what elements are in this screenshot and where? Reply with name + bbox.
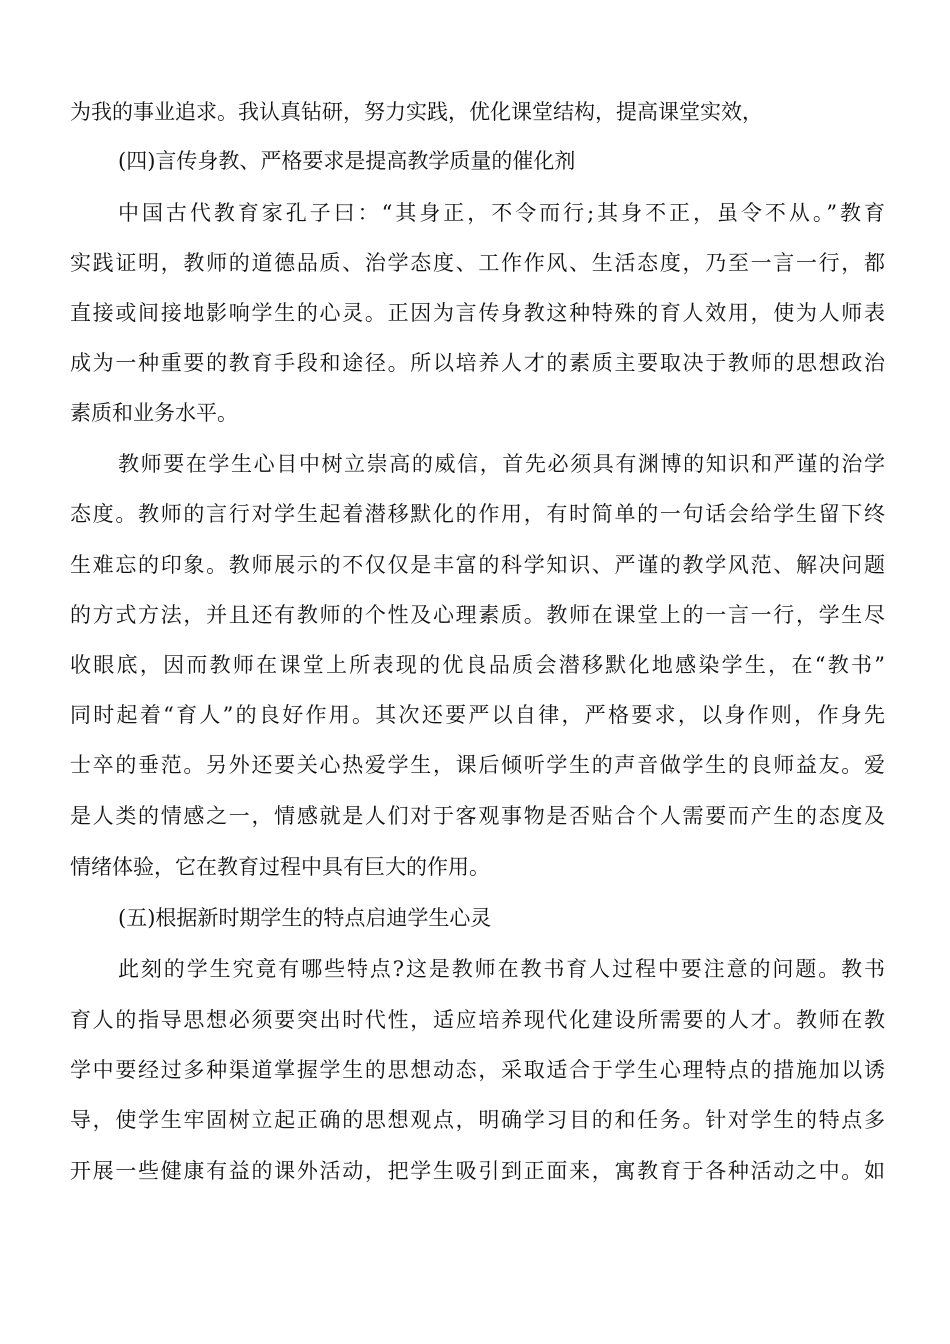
- text-line: 教师要在学生心目中树立崇高的威信，首先必须具有渊博的知识和严谨的治学: [118, 452, 885, 476]
- text-line: 开展一些健康有益的课外活动，把学生吸引到正面来，寓教育于各种活动之中。如: [70, 1159, 885, 1183]
- text-line: 中国古代教育家孔子曰：“其身正，不令而行;其身不正，虽令不从。”教育: [118, 201, 885, 225]
- section-heading: (四)言传身教、严格要求是提高教学质量的催化剂: [118, 149, 576, 173]
- text-line: 此刻的学生究竟有哪些特点?这是教师在教书育人过程中要注意的问题。教书: [118, 957, 885, 981]
- text-line: 士卒的垂范。另外还要关心热爱学生，课后倾听学生的声音做学生的良师益友。爱: [70, 753, 885, 777]
- text-line: 育人的指导思想必须要突出时代性，适应培养现代化建设所需要的人才。教师在教: [70, 1008, 885, 1032]
- section-heading: (五)根据新时期学生的特点启迪学生心灵: [118, 906, 492, 930]
- text-line: 导，使学生牢固树立起正确的思想观点，明确学习目的和任务。针对学生的特点多: [70, 1108, 885, 1132]
- text-line: 成为一种重要的教育手段和途径。所以培养人才的素质主要取决于教师的思想政治: [70, 351, 885, 375]
- text-line: 学中要经过多种渠道掌握学生的思想动态，采取适合于学生心理特点的措施加以诱: [70, 1058, 885, 1082]
- text-line: 是人类的情感之一，情感就是人们对于客观事物是否贴合个人需要而产生的态度及: [70, 804, 885, 828]
- text-line: 素质和业务水平。: [70, 401, 238, 425]
- text-line: 生难忘的印象。教师展示的不仅仅是丰富的科学知识、严谨的教学风范、解决问题: [70, 553, 885, 577]
- text-line: 情绪体验，它在教育过程中具有巨大的作用。: [70, 855, 490, 879]
- text-line: 收眼底，因而教师在课堂上所表现的优良品质会潜移默化地感染学生，在“教书”: [70, 653, 885, 677]
- text-line: 的方式方法，并且还有教师的个性及心理素质。教师在课堂上的一言一行，学生尽: [70, 603, 885, 627]
- text-line: 态度。教师的言行对学生起着潜移默化的作用，有时简单的一句话会给学生留下终: [70, 502, 885, 526]
- text-line: 直接或间接地影响学生的心灵。正因为言传身教这种特殊的育人效用，使为人师表: [70, 301, 885, 325]
- text-line: 同时起着“育人”的良好作用。其次还要严以自律，严格要求，以身作则，作身先: [70, 703, 885, 727]
- text-line: 实践证明，教师的道德品质、治学态度、工作作风、生活态度，乃至一言一行，都: [70, 251, 885, 275]
- text-line: 为我的事业追求。我认真钻研，努力实践，优化课堂结构，提高课堂实效，: [70, 100, 763, 124]
